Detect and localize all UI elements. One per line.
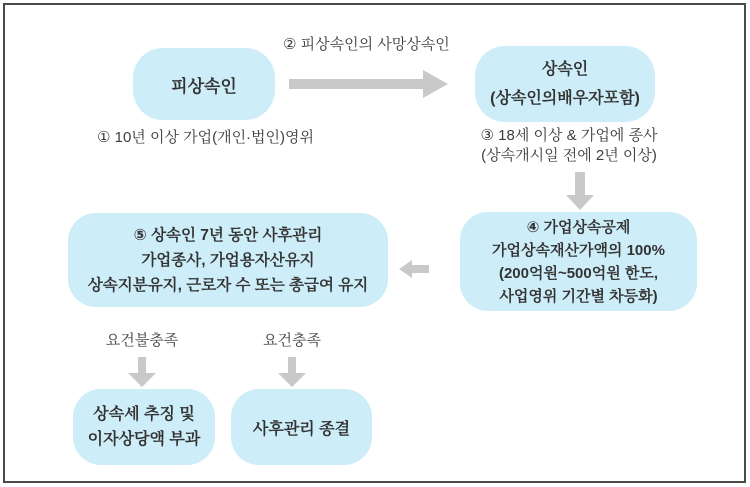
branch-fail-label: 요건불충족 bbox=[105, 332, 179, 349]
node-management-line: 가업종사, 가업용자산유지 bbox=[141, 251, 315, 269]
node-completion-label: 사후관리 종결 bbox=[252, 420, 351, 438]
arrow-left-icon bbox=[399, 260, 429, 278]
node-penalty-line: 상속세 추징 및 bbox=[93, 406, 195, 423]
arrow-down-icon bbox=[566, 172, 594, 210]
node-management bbox=[68, 213, 388, 307]
node-deduction-line: ④ 가업상속공제 bbox=[526, 218, 631, 236]
node-heir-line: 상속인 bbox=[541, 61, 589, 78]
node-penalty-line: 이자상당액 부과 bbox=[87, 431, 201, 448]
branch-pass-label: 요건충족 bbox=[263, 332, 321, 349]
node-deduction-line: 사업영위 기간별 차등화) bbox=[499, 287, 658, 305]
node-heir bbox=[475, 46, 655, 122]
node-decedent-label: 피상속인 bbox=[171, 76, 237, 96]
node-management-line: ⑤ 상속인 7년 동안 사후관리 bbox=[133, 226, 323, 244]
heir-note bbox=[458, 126, 680, 166]
arrow-right-icon bbox=[289, 69, 449, 99]
decedent-note: ① 10년 이상 가업(개인·법인)영위 bbox=[97, 129, 315, 146]
node-management-line: 상속지분유지, 근로자 수 또는 총급여 유지 bbox=[87, 276, 369, 294]
node-deduction-line: 가업상속재산가액의 100% bbox=[492, 241, 665, 259]
arrow-down-icon bbox=[128, 357, 156, 387]
node-completion bbox=[231, 389, 372, 465]
transfer-arrow-label: ② 피상속인의 사망상속인 bbox=[283, 36, 450, 53]
heir-note-line: (상속개시일 전에 2년 이상) bbox=[481, 147, 657, 164]
node-deduction-line: (200억원~500억원 한도, bbox=[498, 264, 659, 282]
arrow-down-icon bbox=[278, 357, 306, 387]
node-penalty bbox=[73, 389, 215, 465]
node-deduction bbox=[460, 212, 697, 311]
heir-note-line: ③ 18세 이상 & 가업에 종사 bbox=[480, 127, 658, 144]
node-decedent bbox=[133, 48, 275, 120]
node-heir-line: (상속인의배우자포함) bbox=[490, 90, 640, 107]
